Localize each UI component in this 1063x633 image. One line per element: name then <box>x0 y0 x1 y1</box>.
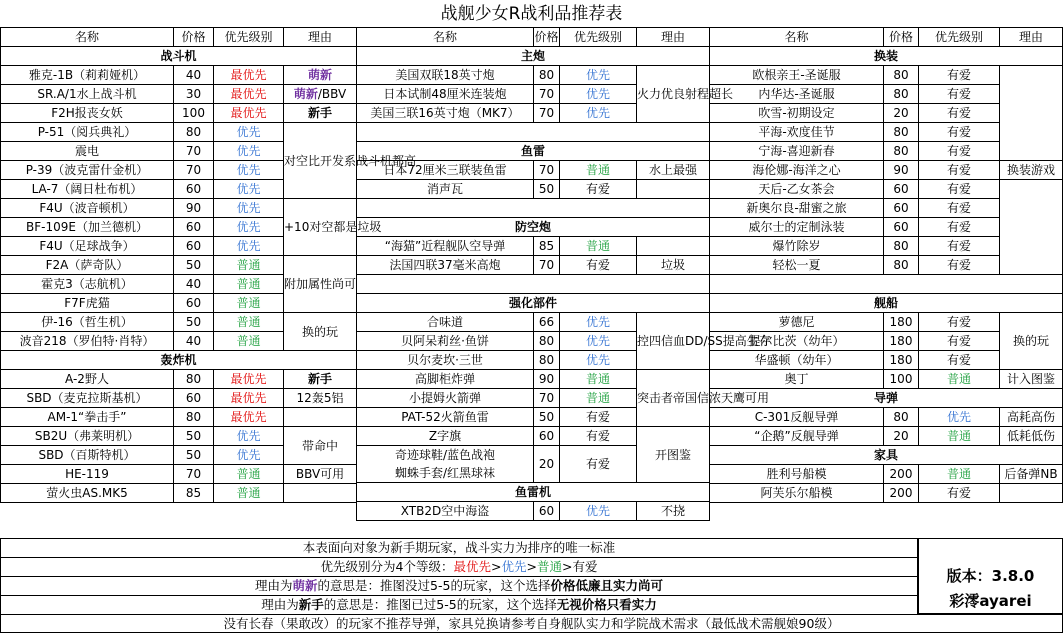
section-torpedo_bomber: 鱼雷机 <box>357 483 710 502</box>
item-name: LA-7（阔日杜布机） <box>1 180 174 199</box>
item-name: 日本试制48厘米连装炮 <box>357 85 534 104</box>
item-priority: 有爱 <box>560 427 637 446</box>
item-reason: 水上最强 <box>637 161 710 180</box>
item-priority: 有爱 <box>919 123 1000 142</box>
item-priority: 优先 <box>214 237 284 256</box>
item-reason: 新手 <box>284 104 357 123</box>
spacer <box>710 275 1063 294</box>
item-name: Z字旗 <box>357 427 534 446</box>
item-reason: 后备弹NB <box>1000 465 1063 484</box>
item-name: 贝尔麦坎·三世 <box>357 351 534 370</box>
item-price: 60 <box>174 218 214 237</box>
item-priority: 最优先 <box>214 104 284 123</box>
item-price: 60 <box>174 389 214 408</box>
item-reason <box>284 484 357 503</box>
item-reason: 换的玩 <box>1000 313 1063 370</box>
item-price: 60 <box>174 237 214 256</box>
section-furniture: 家具 <box>710 446 1063 465</box>
item-name: 威尔士的定制泳装 <box>710 218 884 237</box>
item-priority: 有爱 <box>919 256 1000 275</box>
right-table <box>709 27 1063 503</box>
item-name: 内华达-圣诞服 <box>710 85 884 104</box>
item-priority: 优先 <box>560 332 637 351</box>
item-price: 60 <box>534 502 560 521</box>
item-name: “企鹅”反舰导弹 <box>710 427 884 446</box>
header-price: 价格 <box>534 28 560 47</box>
item-name: SR.A/1水上战斗机 <box>1 85 174 104</box>
header-name: 名称 <box>710 28 884 47</box>
item-price: 85 <box>534 237 560 256</box>
table-row <box>710 370 1063 389</box>
item-priority: 普通 <box>560 389 637 408</box>
item-price: 40 <box>174 332 214 351</box>
item-price: 70 <box>534 85 560 104</box>
table-row <box>1 104 357 123</box>
version-box <box>918 538 1063 614</box>
item-price: 66 <box>534 313 560 332</box>
item-price: 80 <box>884 85 919 104</box>
table-row <box>357 427 710 446</box>
item-name: C-301反舰导弹 <box>710 408 884 427</box>
item-priority: 优先 <box>214 427 284 446</box>
item-name: 平海-欢度佳节 <box>710 123 884 142</box>
item-priority: 普通 <box>560 237 637 256</box>
item-name: P-51（阅兵典礼） <box>1 123 174 142</box>
item-name: 伊-16（哲生机） <box>1 313 174 332</box>
item-name: “海猫”近程舰队空导弹 <box>357 237 534 256</box>
table-row <box>1 484 357 503</box>
header-name: 名称 <box>1 28 174 47</box>
item-name <box>357 446 534 483</box>
middle-table <box>356 27 771 521</box>
item-name: 法国四联37毫米高炮 <box>357 256 534 275</box>
item-priority: 最优先 <box>214 66 284 85</box>
left-table <box>0 27 417 503</box>
item-reason <box>637 180 710 199</box>
table-row <box>1 427 357 446</box>
item-price: 80 <box>884 142 919 161</box>
item-price: 70 <box>174 465 214 484</box>
item-price: 70 <box>534 104 560 123</box>
item-priority: 有爱 <box>560 256 637 275</box>
item-priority: 优先 <box>214 142 284 161</box>
item-priority: 优先 <box>560 351 637 370</box>
item-price: 50 <box>534 180 560 199</box>
item-name: 新奥尔良-甜蜜之旅 <box>710 199 884 218</box>
item-name: XTB2D空中海盗 <box>357 502 534 521</box>
item-name: F2H报丧女妖 <box>1 104 174 123</box>
item-reason <box>284 408 357 427</box>
item-reason: 垃圾 <box>637 256 710 275</box>
item-reason: 开图鉴 <box>637 427 710 483</box>
item-reason <box>1000 66 1063 161</box>
table-row <box>710 408 1063 427</box>
item-priority: 优先 <box>214 446 284 465</box>
item-name: 胜利号船模 <box>710 465 884 484</box>
item-priority: 有爱 <box>919 351 1000 370</box>
item-price: 60 <box>884 199 919 218</box>
table-row <box>710 465 1063 484</box>
item-reason: 萌新 <box>284 66 357 85</box>
item-price: 80 <box>174 123 214 142</box>
item-reason: BBV可用 <box>284 465 357 484</box>
section-torpedo: 鱼雷 <box>357 142 710 161</box>
item-priority: 普通 <box>214 256 284 275</box>
item-name: 小提姆火箭弹 <box>357 389 534 408</box>
table-row <box>357 502 710 521</box>
header-reason: 理由 <box>637 28 710 47</box>
section-ship: 舰船 <box>710 294 1063 313</box>
spacer <box>357 199 710 218</box>
item-priority: 优先 <box>560 313 637 332</box>
item-price: 90 <box>174 199 214 218</box>
notes-table <box>0 538 918 615</box>
item-priority: 普通 <box>214 465 284 484</box>
item-reason: 突击者帝国信浓天鹰可用 <box>637 370 710 427</box>
item-reason: 不挠 <box>637 502 710 521</box>
item-priority: 有爱 <box>919 142 1000 161</box>
item-price: 70 <box>534 256 560 275</box>
item-name: SBD（麦克拉斯基机） <box>1 389 174 408</box>
table-row <box>1 123 357 142</box>
item-price: 80 <box>534 332 560 351</box>
item-price: 20 <box>884 427 919 446</box>
item-priority: 有爱 <box>919 237 1000 256</box>
item-price: 60 <box>884 218 919 237</box>
table-row <box>1 370 357 389</box>
item-name: 提尔比茨（幼年） <box>710 332 884 351</box>
item-price: 200 <box>884 465 919 484</box>
item-priority: 优先 <box>214 123 284 142</box>
section-missile: 导弹 <box>710 389 1063 408</box>
item-priority: 普通 <box>919 427 1000 446</box>
item-price: 100 <box>884 370 919 389</box>
item-name: 消声瓦 <box>357 180 534 199</box>
item-price: 80 <box>534 66 560 85</box>
section-enhance: 强化部件 <box>357 294 710 313</box>
section-main_gun: 主炮 <box>357 47 710 66</box>
item-name: 霍克3（志航机） <box>1 275 174 294</box>
item-name: 天后-乙女茶会 <box>710 180 884 199</box>
table-row <box>710 427 1063 446</box>
item-price: 80 <box>884 256 919 275</box>
item-name: 萝德尼 <box>710 313 884 332</box>
header-reason: 理由 <box>1000 28 1063 47</box>
item-price: 70 <box>174 142 214 161</box>
item-price: 30 <box>174 85 214 104</box>
item-name: HE-119 <box>1 465 174 484</box>
note-1: 本表面向对象为新手期玩家，战斗实力为排序的唯一标准 <box>1 539 918 558</box>
item-reason: 12轰5铝 <box>284 389 357 408</box>
note-5: 没有长春（果敢改）的玩家不推荐导弹，家具兑换请参考自身舰队实力和学院战术需求（最低战术需舰娘90级） <box>0 614 1063 633</box>
item-priority: 有爱 <box>560 180 637 199</box>
section-aa_gun: 防空炮 <box>357 218 710 237</box>
item-name: 波音218（罗伯特·肖特） <box>1 332 174 351</box>
item-priority: 最优先 <box>214 408 284 427</box>
item-priority: 有爱 <box>919 104 1000 123</box>
table-row <box>357 256 710 275</box>
page-title: 战舰少女R战利品推荐表 <box>440 4 623 24</box>
table-row <box>710 161 1063 180</box>
table-row <box>357 370 710 389</box>
item-price: 180 <box>884 313 919 332</box>
item-reason: 带命中 <box>284 427 357 465</box>
item-reason: 萌新/BBV <box>284 85 357 104</box>
item-price: 60 <box>534 427 560 446</box>
item-price: 60 <box>174 294 214 313</box>
version-label: 版本：3.8.0 <box>946 567 1035 585</box>
table-row <box>357 237 710 256</box>
item-priority: 有爱 <box>919 332 1000 351</box>
item-name: 华盛顿（幼年） <box>710 351 884 370</box>
item-name: 贝阿呆莉丝·鱼饼 <box>357 332 534 351</box>
item-priority: 优先 <box>919 408 1000 427</box>
item-reason: +10对空都是垃圾 <box>284 199 357 256</box>
item-name-line1: 奇迹球鞋/蓝色战袍 <box>394 448 496 462</box>
item-priority: 最优先 <box>214 389 284 408</box>
item-price: 50 <box>534 408 560 427</box>
item-name: 美国三联16英寸炮（MK7） <box>357 104 534 123</box>
item-reason <box>1000 484 1063 503</box>
table-row <box>1 199 357 218</box>
item-price: 80 <box>174 408 214 427</box>
item-reason: 计入图鉴 <box>1000 370 1063 389</box>
item-price: 50 <box>174 427 214 446</box>
item-priority: 优先 <box>214 161 284 180</box>
item-name: SBD（百斯特机） <box>1 446 174 465</box>
table-row <box>357 180 710 199</box>
header-reason: 理由 <box>284 28 357 47</box>
item-priority: 普通 <box>560 370 637 389</box>
item-price: 60 <box>174 180 214 199</box>
item-priority: 最优先 <box>214 370 284 389</box>
item-price: 100 <box>174 104 214 123</box>
item-priority: 有爱 <box>919 161 1000 180</box>
item-price: 20 <box>884 104 919 123</box>
header-name: 名称 <box>357 28 534 47</box>
item-name: 美国双联18英寸炮 <box>357 66 534 85</box>
item-priority: 普通 <box>560 161 637 180</box>
item-name: 合味道 <box>357 313 534 332</box>
item-price: 90 <box>534 370 560 389</box>
item-price: 50 <box>174 313 214 332</box>
item-priority: 优先 <box>214 180 284 199</box>
item-name: F4U（波音顿机） <box>1 199 174 218</box>
item-priority: 有爱 <box>919 313 1000 332</box>
table-row <box>1 389 357 408</box>
item-priority: 普通 <box>214 313 284 332</box>
note-3: 理由为萌新的意思是：推图没过5-5的玩家，这个选择价格低廉且实力尚可 <box>1 577 918 596</box>
item-name: 奥丁 <box>710 370 884 389</box>
item-reason: 新手 <box>284 370 357 389</box>
table-row <box>357 161 710 180</box>
item-reason <box>637 237 710 256</box>
item-reason: 火力优良射程超长 <box>637 66 710 123</box>
table-row <box>710 66 1063 85</box>
item-name: SB2U（弗莱明机） <box>1 427 174 446</box>
table-row <box>1 313 357 332</box>
item-name: BF-109E（加兰德机） <box>1 218 174 237</box>
item-priority: 有爱 <box>919 199 1000 218</box>
table-row <box>1 256 357 275</box>
item-reason: 附加属性尚可 <box>284 256 357 313</box>
item-priority: 优先 <box>560 85 637 104</box>
item-priority: 普通 <box>919 465 1000 484</box>
item-price: 50 <box>174 256 214 275</box>
item-priority: 普通 <box>919 370 1000 389</box>
item-priority: 优先 <box>560 104 637 123</box>
item-priority: 普通 <box>214 294 284 313</box>
item-priority: 有爱 <box>560 408 637 427</box>
header-priority: 优先级别 <box>214 28 284 47</box>
item-reason <box>1000 180 1063 275</box>
table-row <box>1 85 357 104</box>
item-name: 欧根亲王-圣诞服 <box>710 66 884 85</box>
item-priority: 优先 <box>214 199 284 218</box>
item-price: 70 <box>174 161 214 180</box>
table-row <box>357 66 710 85</box>
item-name: 海伦娜-海洋之心 <box>710 161 884 180</box>
item-name: 轻松一夏 <box>710 256 884 275</box>
section-fighter: 战斗机 <box>1 47 357 66</box>
item-price: 40 <box>174 66 214 85</box>
item-price: 80 <box>884 408 919 427</box>
item-name: 爆竹除岁 <box>710 237 884 256</box>
item-name: F4U（足球战争） <box>1 237 174 256</box>
item-name: 高脚柜炸弹 <box>357 370 534 389</box>
item-price: 85 <box>174 484 214 503</box>
table-row <box>710 180 1063 199</box>
item-priority: 有爱 <box>919 218 1000 237</box>
item-name: A-2野人 <box>1 370 174 389</box>
note-4: 理由为新手的意思是：推图已过5-5的玩家，这个选择无视价格只看实力 <box>1 596 918 615</box>
item-name: F7F虎猫 <box>1 294 174 313</box>
item-name: 宁海-喜迎新春 <box>710 142 884 161</box>
item-reason: 控四信血DD/SS提高生存 <box>637 313 710 370</box>
item-name: 吹雪-初期设定 <box>710 104 884 123</box>
spacer <box>357 275 710 294</box>
item-name-line2: 蜘蛛手套/红黑球袜 <box>394 466 496 480</box>
item-name: 震电 <box>1 142 174 161</box>
item-name: 日本72厘米三联装鱼雷 <box>357 161 534 180</box>
item-name: 萤火虫AS.MK5 <box>1 484 174 503</box>
section-skin: 换装 <box>710 47 1063 66</box>
section-bomber: 轰炸机 <box>1 351 357 370</box>
item-priority: 优先 <box>214 218 284 237</box>
item-name: AM-1“拳击手” <box>1 408 174 427</box>
item-price: 80 <box>174 370 214 389</box>
item-priority: 普通 <box>214 275 284 294</box>
author-label: 彩澪ayarei <box>949 592 1032 610</box>
item-price: 70 <box>534 161 560 180</box>
item-priority: 优先 <box>560 502 637 521</box>
item-priority: 优先 <box>560 66 637 85</box>
item-priority: 有爱 <box>919 66 1000 85</box>
item-priority: 普通 <box>214 484 284 503</box>
item-price: 80 <box>884 123 919 142</box>
item-name: F2A（萨奇队） <box>1 256 174 275</box>
table-row <box>1 408 357 427</box>
item-priority: 有爱 <box>919 180 1000 199</box>
item-reason: 高耗高伤 <box>1000 408 1063 427</box>
table-row <box>357 313 710 332</box>
item-reason: 低耗低伤 <box>1000 427 1063 446</box>
item-priority: 最优先 <box>214 85 284 104</box>
table-row <box>710 484 1063 503</box>
table-row <box>1 465 357 484</box>
item-name: P-39（波克雷什金机） <box>1 161 174 180</box>
spacer <box>357 123 710 142</box>
item-priority: 有爱 <box>919 484 1000 503</box>
item-price: 20 <box>534 446 560 483</box>
item-priority: 有爱 <box>919 85 1000 104</box>
item-priority: 有爱 <box>560 446 637 483</box>
item-price: 90 <box>884 161 919 180</box>
item-price: 70 <box>534 389 560 408</box>
header-priority: 优先级别 <box>560 28 637 47</box>
item-reason: 换装游戏 <box>1000 161 1063 180</box>
item-price: 80 <box>884 237 919 256</box>
item-reason: 对空比开发系战斗机都高 <box>284 123 357 199</box>
item-reason: 换的玩 <box>284 313 357 351</box>
item-name: 雅克-1B（莉莉娅机） <box>1 66 174 85</box>
item-price: 40 <box>174 275 214 294</box>
item-name: PAT-52火箭鱼雷 <box>357 408 534 427</box>
note-2: 优先级别分为4个等级：最优先>优先>普通>有爱 <box>1 558 918 577</box>
header-priority: 优先级别 <box>919 28 1000 47</box>
header-price: 价格 <box>174 28 214 47</box>
item-price: 180 <box>884 332 919 351</box>
item-price: 80 <box>534 351 560 370</box>
table-row <box>1 66 357 85</box>
item-name: 阿芙乐尔船模 <box>710 484 884 503</box>
item-price: 50 <box>174 446 214 465</box>
item-priority: 普通 <box>214 332 284 351</box>
table-row <box>710 313 1063 332</box>
item-price: 200 <box>884 484 919 503</box>
item-price: 80 <box>884 66 919 85</box>
header-price: 价格 <box>884 28 919 47</box>
item-price: 60 <box>884 180 919 199</box>
item-price: 180 <box>884 351 919 370</box>
